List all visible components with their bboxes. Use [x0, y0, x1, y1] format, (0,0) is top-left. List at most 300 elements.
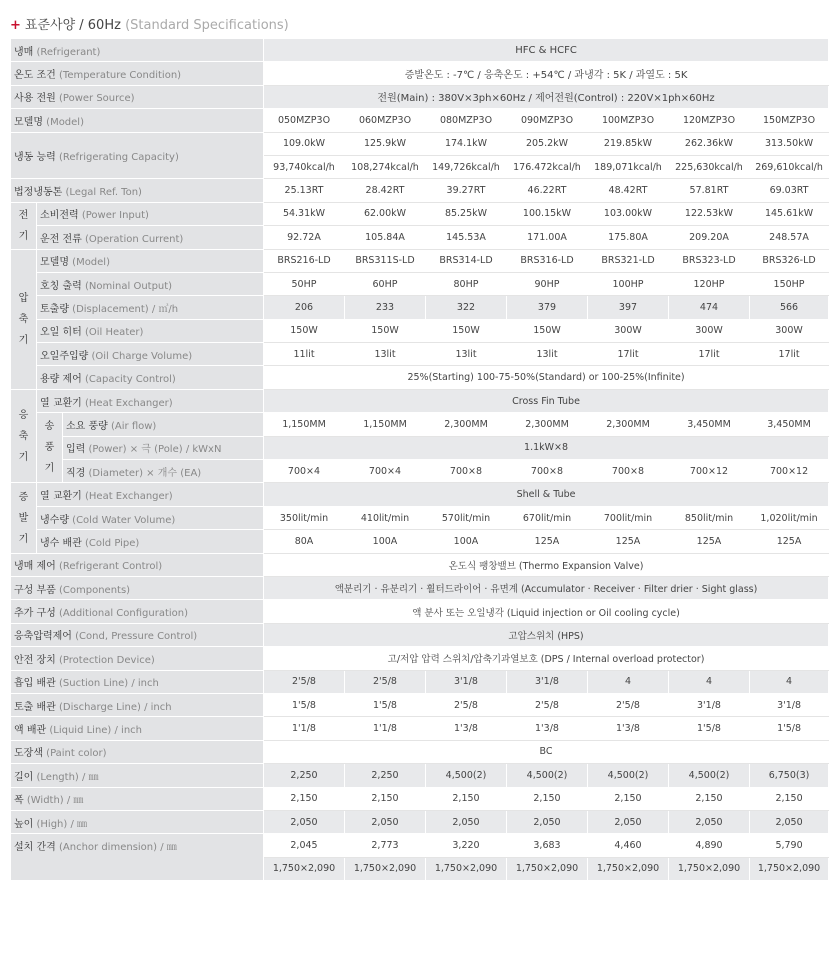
label-height: [11, 810, 264, 833]
cell-power_input-3: 85.25kW: [426, 202, 507, 225]
cell-discharge-4: 2'5/8: [507, 693, 588, 716]
cell-length-3: 4,500(2): [426, 764, 507, 787]
table-row: [11, 670, 829, 693]
cell-width-5: 2,150: [588, 787, 669, 810]
cell-model-5: 100MZP3O: [588, 109, 669, 132]
table-row: [11, 576, 829, 599]
cell-model-4: 090MZP3O: [507, 109, 588, 132]
cell-height-7: 2,050: [750, 810, 829, 833]
cell-op_current-2: 105.84A: [345, 226, 426, 249]
label-fan_dia: [63, 460, 264, 483]
group-evap: 증 발 기: [11, 483, 37, 553]
label-liquid: [11, 717, 264, 740]
cell-cold_water-6: 850lit/min: [669, 506, 750, 529]
label-en: (Model): [42, 116, 84, 128]
cell-cold_pipe-1: 80A: [264, 530, 345, 553]
label-model: [11, 109, 264, 132]
cell-displacement-1: 206: [264, 296, 345, 319]
label-op_current: [37, 226, 264, 249]
label-ko: 열 교환기: [40, 491, 82, 503]
label-fan_power: [63, 436, 264, 459]
cell-capacity-1: 93,740kcal/h: [264, 155, 345, 178]
cell-anchor-3: 1,750×2,090: [426, 857, 507, 880]
cell-capacity-1: 109.0kW: [264, 132, 345, 155]
cell-anchor-6: 4,890: [669, 834, 750, 857]
label-en: (Model): [68, 257, 110, 269]
label-ko: 설치 간격: [14, 842, 56, 854]
label-en: (Anchor dimension) / ㎜: [55, 842, 177, 854]
label-ko: 토출 배관: [14, 701, 56, 713]
cell-displacement-3: 322: [426, 296, 507, 319]
cell-power_input-4: 100.15kW: [507, 202, 588, 225]
cell-anchor-2: 2,773: [345, 834, 426, 857]
label-en: (Legal Ref. Ton): [62, 187, 142, 199]
table-row: [11, 319, 829, 342]
cell-discharge-5: 2'5/8: [588, 693, 669, 716]
label-protection: [11, 647, 264, 670]
label-ko: 길이: [14, 771, 34, 783]
cell-discharge-7: 3'1/8: [750, 693, 829, 716]
cell-oil_heater-6: 300W: [669, 319, 750, 342]
cell-length-4: 4,500(2): [507, 764, 588, 787]
cell-oil_charge-4: 13lit: [507, 343, 588, 366]
cell-discharge-2: 1'5/8: [345, 693, 426, 716]
cell-oil_charge-7: 17lit: [750, 343, 829, 366]
cell-cold_water-3: 570lit/min: [426, 506, 507, 529]
label-ko: 소요 풍량: [66, 420, 108, 432]
label-ko: 폭: [14, 795, 24, 807]
label-components: [11, 576, 264, 599]
cell-power_input-2: 62.00kW: [345, 202, 426, 225]
cell-legal_ton-6: 57.81RT: [669, 179, 750, 202]
table-row: [11, 647, 829, 670]
label-ko: 모델명: [14, 116, 43, 128]
table-row: [11, 109, 829, 132]
table-row: [11, 787, 829, 810]
label-power_input: [37, 202, 264, 225]
cell-anchor-4: 3,683: [507, 834, 588, 857]
cell-width-1: 2,150: [264, 787, 345, 810]
label-en: (Air flow): [107, 420, 157, 432]
cell-additional: 액 분사 또는 오일냉각 (Liquid injection or Oil cooling cycle): [264, 600, 829, 623]
cell-liquid-6: 1'5/8: [669, 717, 750, 740]
label-en: (Oil Heater): [81, 327, 144, 339]
plus-icon: +: [10, 18, 21, 33]
label-ko: 오일 히터: [40, 327, 82, 339]
cell-oil_heater-7: 300W: [750, 319, 829, 342]
label-oil_charge: [37, 343, 264, 366]
cell-cold_pipe-2: 100A: [345, 530, 426, 553]
cell-legal_ton-4: 46.22RT: [507, 179, 588, 202]
label-ko: 직경: [66, 467, 86, 479]
label-ko: 냉매: [14, 46, 34, 58]
label-ko: 흡입 배관: [14, 678, 56, 690]
group-fan: 송 풍 기: [37, 413, 63, 483]
cell-capacity-4: 176.472kcal/h: [507, 155, 588, 178]
cell-comp_model-5: BRS321-LD: [588, 249, 669, 272]
table-row: [11, 834, 829, 857]
cell-suction-7: 4: [750, 670, 829, 693]
cell-model-2: 060MZP3O: [345, 109, 426, 132]
table-row: [11, 366, 829, 389]
label-en: (Width) / ㎜: [23, 795, 84, 807]
title-sub: (Standard Specifications): [125, 18, 289, 33]
label-ko: 오일주입량: [40, 350, 89, 362]
label-ko: 냉수 배관: [40, 537, 82, 549]
cell-capacity-5: 219.85kW: [588, 132, 669, 155]
label-ref_control: [11, 553, 264, 576]
cell-comp_model-4: BRS316-LD: [507, 249, 588, 272]
label-evap_hex: [37, 483, 264, 506]
cell-height-3: 2,050: [426, 810, 507, 833]
cell-liquid-4: 1'3/8: [507, 717, 588, 740]
label-temp: [11, 62, 264, 85]
cell-liquid-3: 1'3/8: [426, 717, 507, 740]
cell-oil_heater-2: 150W: [345, 319, 426, 342]
cell-temp: 증발온도 : -7℃ / 응축온도 : +54℃ / 과냉각 : 5K / 과열도 : 5K: [264, 62, 829, 85]
cell-nominal-2: 60HP: [345, 272, 426, 295]
label-ko: 모델명: [40, 257, 69, 269]
label-ko: 도장색: [14, 748, 43, 760]
cell-power_input-1: 54.31kW: [264, 202, 345, 225]
label-airflow: [63, 413, 264, 436]
label-ko: 운전 전류: [40, 233, 82, 245]
cell-displacement-7: 566: [750, 296, 829, 319]
cell-legal_ton-3: 39.27RT: [426, 179, 507, 202]
cell-fan_dia-2: 700×4: [345, 460, 426, 483]
cell-op_current-3: 145.53A: [426, 226, 507, 249]
label-en: (Displacement) / ㎥/h: [68, 303, 179, 315]
cell-anchor-6: 1,750×2,090: [669, 857, 750, 880]
table-row: [11, 530, 829, 553]
table-row: [11, 623, 829, 646]
table-row: [11, 693, 829, 716]
table-row: [11, 296, 829, 319]
cell-capacity-2: 108,274kcal/h: [345, 155, 426, 178]
cell-length-2: 2,250: [345, 764, 426, 787]
label-en: (Components): [55, 584, 131, 596]
cell-capacity-6: 262.36kW: [669, 132, 750, 155]
cell-legal_ton-1: 25.13RT: [264, 179, 345, 202]
label-en: (Cold Water Volume): [68, 514, 176, 526]
label-en: (Capacity Control): [81, 374, 176, 386]
label-ko: 액 배관: [14, 725, 47, 737]
cell-cold_water-4: 670lit/min: [507, 506, 588, 529]
cell-model-6: 120MZP3O: [669, 109, 750, 132]
cell-anchor-1: 2,045: [264, 834, 345, 857]
label-cold_pipe: [37, 530, 264, 553]
cell-capacity-2: 125.9kW: [345, 132, 426, 155]
cell-airflow-5: 2,300MM: [588, 413, 669, 436]
cell-model-3: 080MZP3O: [426, 109, 507, 132]
cell-protection: 고/저압 압력 스위치/압축기과열보호 (DPS / Internal overload protector): [264, 647, 829, 670]
label-cold_water: [37, 506, 264, 529]
label-ko: 냉동 능력: [14, 151, 56, 163]
label-additional: [11, 600, 264, 623]
label-en: (Temperature Condition): [55, 70, 182, 82]
cell-length-6: 4,500(2): [669, 764, 750, 787]
cell-height-5: 2,050: [588, 810, 669, 833]
cell-power_source: 전원(Main) : 380V×3ph×60Hz / 제어전원(Control) : 220V×1ph×60Hz: [264, 85, 829, 108]
label-cap_control: [37, 366, 264, 389]
table-row: [11, 132, 829, 155]
cell-liquid-2: 1'1/8: [345, 717, 426, 740]
cell-capacity-7: 269,610kcal/h: [750, 155, 829, 178]
cell-suction-4: 3'1/8: [507, 670, 588, 693]
label-comp_model: [37, 249, 264, 272]
cell-legal_ton-5: 48.42RT: [588, 179, 669, 202]
spec-table-body: [11, 39, 829, 881]
cell-anchor-7: 1,750×2,090: [750, 857, 829, 880]
cell-fan_dia-4: 700×8: [507, 460, 588, 483]
cell-anchor-3: 3,220: [426, 834, 507, 857]
cell-liquid-7: 1'5/8: [750, 717, 829, 740]
cell-components: 액분리기 · 유분리기 · 휠터드라이어 · 유면계 (Accumulator · Receiver · Filter drier · Sight glass): [264, 576, 829, 599]
cell-oil_heater-1: 150W: [264, 319, 345, 342]
table-row: [11, 389, 829, 412]
cell-airflow-6: 3,450MM: [669, 413, 750, 436]
label-en: (Heat Exchanger): [81, 397, 173, 409]
label-en: (Nominal Output): [81, 280, 173, 292]
label-length: [11, 764, 264, 787]
table-row: [11, 553, 829, 576]
label-en: (Cond, Pressure Control): [71, 631, 198, 643]
cell-anchor-1: 1,750×2,090: [264, 857, 345, 880]
cell-cold_pipe-6: 125A: [669, 530, 750, 553]
cell-cold_water-7: 1,020lit/min: [750, 506, 829, 529]
cell-displacement-4: 379: [507, 296, 588, 319]
label-ko: 구성 부품: [14, 584, 56, 596]
cell-cold_pipe-4: 125A: [507, 530, 588, 553]
group-elec: 전 기: [11, 202, 37, 249]
label-en: (Suction Line) / inch: [55, 678, 159, 690]
label-ko: 안전 장치: [14, 654, 56, 666]
table-row: [11, 343, 829, 366]
label-power_source: [11, 85, 264, 108]
cell-oil_charge-2: 13lit: [345, 343, 426, 366]
label-en: (Cold Pipe): [81, 537, 140, 549]
cell-refrigerant: HFC & HCFC: [264, 39, 829, 62]
table-row: [11, 62, 829, 85]
cell-legal_ton-7: 69.03RT: [750, 179, 829, 202]
label-capacity: [11, 132, 264, 179]
cell-cold_pipe-7: 125A: [750, 530, 829, 553]
label-en: (Refrigerant): [33, 46, 101, 58]
cell-airflow-7: 3,450MM: [750, 413, 829, 436]
cell-cond_pressure: 고압스위치 (HPS): [264, 623, 829, 646]
title-main: 표준사양 / 60Hz: [24, 18, 121, 33]
label-ko: 온도 조건: [14, 70, 56, 82]
cell-displacement-6: 474: [669, 296, 750, 319]
label-en: (Power) × 극 (Pole) / kWxN: [85, 444, 222, 456]
cell-oil_heater-5: 300W: [588, 319, 669, 342]
cell-power_input-6: 122.53kW: [669, 202, 750, 225]
label-oil_heater: [37, 319, 264, 342]
label-en: (Heat Exchanger): [81, 491, 173, 503]
table-row: [11, 460, 829, 483]
cell-anchor-5: 1,750×2,090: [588, 857, 669, 880]
label-en: (Discharge Line) / inch: [55, 701, 172, 713]
label-nominal: [37, 272, 264, 295]
cell-fan_dia-6: 700×12: [669, 460, 750, 483]
cell-cond_hex: Cross Fin Tube: [264, 389, 829, 412]
table-row: [11, 249, 829, 272]
cell-height-1: 2,050: [264, 810, 345, 833]
cell-capacity-3: 174.1kW: [426, 132, 507, 155]
label-en: (Oil Charge Volume): [88, 350, 193, 362]
cell-comp_model-3: BRS314-LD: [426, 249, 507, 272]
cell-op_current-6: 209.20A: [669, 226, 750, 249]
cell-model-1: 050MZP3O: [264, 109, 345, 132]
cell-suction-5: 4: [588, 670, 669, 693]
table-row: [11, 85, 829, 108]
label-ko: 소비전력: [40, 210, 79, 222]
cell-airflow-4: 2,300MM: [507, 413, 588, 436]
group-comp: 압 축 기: [11, 249, 37, 389]
table-row: [11, 272, 829, 295]
cell-airflow-2: 1,150MM: [345, 413, 426, 436]
label-ko: 냉수량: [40, 514, 69, 526]
cell-cold_water-2: 410lit/min: [345, 506, 426, 529]
label-en: (Diameter) × 개수 (EA): [85, 467, 202, 479]
label-ko: 응축압력제어: [14, 631, 72, 643]
label-en: (Paint color): [42, 748, 107, 760]
group-cond: 응 축 기: [11, 389, 37, 483]
label-ko: 입력: [66, 444, 86, 456]
cell-nominal-3: 80HP: [426, 272, 507, 295]
cell-width-2: 2,150: [345, 787, 426, 810]
label-en: (Protection Device): [55, 654, 155, 666]
cell-nominal-7: 150HP: [750, 272, 829, 295]
cell-discharge-1: 1'5/8: [264, 693, 345, 716]
cell-oil_charge-6: 17lit: [669, 343, 750, 366]
cell-legal_ton-2: 28.42RT: [345, 179, 426, 202]
table-row: [11, 39, 829, 62]
cell-liquid-1: 1'1/8: [264, 717, 345, 740]
cell-displacement-5: 397: [588, 296, 669, 319]
label-paint: [11, 740, 264, 763]
table-row: [11, 764, 829, 787]
cell-capacity-7: 313.50kW: [750, 132, 829, 155]
cell-op_current-5: 175.80A: [588, 226, 669, 249]
cell-cold_pipe-5: 125A: [588, 530, 669, 553]
label-legal_ton: [11, 179, 264, 202]
label-en: (Power Input): [78, 210, 149, 222]
cell-capacity-4: 205.2kW: [507, 132, 588, 155]
cell-model-7: 150MZP3O: [750, 109, 829, 132]
cell-fan_dia-5: 700×8: [588, 460, 669, 483]
label-cond_pressure: [11, 623, 264, 646]
cell-power_input-5: 103.00kW: [588, 202, 669, 225]
cell-anchor-7: 5,790: [750, 834, 829, 857]
table-row: [11, 740, 829, 763]
label-en: (Refrigerant Control): [55, 561, 163, 573]
cell-comp_model-2: BRS311S-LD: [345, 249, 426, 272]
cell-comp_model-6: BRS323-LD: [669, 249, 750, 272]
table-row: [11, 179, 829, 202]
cell-height-4: 2,050: [507, 810, 588, 833]
cell-comp_model-1: BRS216-LD: [264, 249, 345, 272]
cell-cold_pipe-3: 100A: [426, 530, 507, 553]
cell-discharge-3: 2'5/8: [426, 693, 507, 716]
label-width: [11, 787, 264, 810]
label-discharge: [11, 693, 264, 716]
label-ko: 사용 전원: [14, 93, 56, 105]
cell-capacity-6: 225,630kcal/h: [669, 155, 750, 178]
table-row: [11, 483, 829, 506]
label-ko: 추가 구성: [14, 608, 56, 620]
cell-oil_charge-3: 13lit: [426, 343, 507, 366]
cell-capacity-3: 149,726kcal/h: [426, 155, 507, 178]
cell-cold_water-1: 350lit/min: [264, 506, 345, 529]
cell-suction-1: 2'5/8: [264, 670, 345, 693]
label-ko: 토출량: [40, 303, 69, 315]
cell-evap_hex: Shell & Tube: [264, 483, 829, 506]
label-en: (Liquid Line) / inch: [46, 725, 143, 737]
cell-length-7: 6,750(3): [750, 764, 829, 787]
cell-anchor-2: 1,750×2,090: [345, 857, 426, 880]
cell-height-6: 2,050: [669, 810, 750, 833]
cell-capacity-5: 189,071kcal/h: [588, 155, 669, 178]
cell-oil_charge-5: 17lit: [588, 343, 669, 366]
cell-displacement-2: 233: [345, 296, 426, 319]
label-en: (Refrigerating Capacity): [55, 151, 179, 163]
cell-suction-6: 4: [669, 670, 750, 693]
cell-op_current-4: 171.00A: [507, 226, 588, 249]
label-suction: [11, 670, 264, 693]
label-en: (Additional Configuration): [55, 608, 189, 620]
label-displacement: [37, 296, 264, 319]
cell-width-6: 2,150: [669, 787, 750, 810]
label-en: (Length) / ㎜: [33, 771, 99, 783]
table-row: [11, 413, 829, 436]
cell-nominal-5: 100HP: [588, 272, 669, 295]
cell-discharge-6: 3'1/8: [669, 693, 750, 716]
cell-anchor-5: 4,460: [588, 834, 669, 857]
cell-op_current-1: 92.72A: [264, 226, 345, 249]
label-ko: 호칭 출력: [40, 280, 82, 292]
table-row: [11, 600, 829, 623]
table-row: [11, 506, 829, 529]
label-refrigerant: [11, 39, 264, 62]
cell-length-5: 4,500(2): [588, 764, 669, 787]
cell-anchor-4: 1,750×2,090: [507, 857, 588, 880]
cell-suction-2: 2'5/8: [345, 670, 426, 693]
cell-suction-3: 3'1/8: [426, 670, 507, 693]
label-ko: 높이: [14, 818, 34, 830]
label-cond_hex: [37, 389, 264, 412]
cell-cold_water-5: 700lit/min: [588, 506, 669, 529]
cell-nominal-1: 50HP: [264, 272, 345, 295]
cell-fan_dia-1: 700×4: [264, 460, 345, 483]
cell-op_current-7: 248.57A: [750, 226, 829, 249]
cell-nominal-6: 120HP: [669, 272, 750, 295]
label-ko: 냉매 제어: [14, 561, 56, 573]
cell-oil_charge-1: 11lit: [264, 343, 345, 366]
label-ko: 용량 제어: [40, 374, 82, 386]
cell-nominal-4: 90HP: [507, 272, 588, 295]
cell-oil_heater-4: 150W: [507, 319, 588, 342]
label-en: (High) / ㎜: [33, 818, 88, 830]
cell-oil_heater-3: 150W: [426, 319, 507, 342]
label-en: (Power Source): [55, 93, 135, 105]
table-row: [11, 202, 829, 225]
cell-width-3: 2,150: [426, 787, 507, 810]
cell-airflow-1: 1,150MM: [264, 413, 345, 436]
table-row: [11, 810, 829, 833]
page-title: [10, 14, 289, 33]
label-en: (Operation Current): [81, 233, 184, 245]
